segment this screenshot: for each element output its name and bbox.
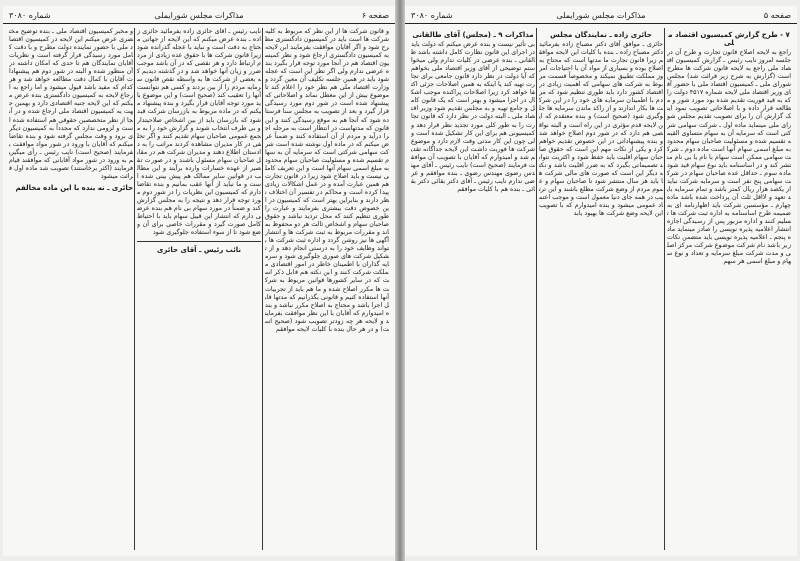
right-page xyxy=(405,6,797,556)
column-3 xyxy=(9,28,133,550)
column-3 xyxy=(411,28,535,550)
page-number: صفحه ۵ xyxy=(763,11,791,20)
section-heading: ۷ - طرح گزارش کمیسیون اقتصاد ملی xyxy=(668,31,790,48)
speaker-line: حائری ـ نه بنده با این ماده مخالفم xyxy=(15,183,133,192)
issue-number: شماره ۳۰۸۰ xyxy=(9,11,51,20)
column-2 xyxy=(137,28,261,550)
binding-gutter xyxy=(395,0,405,561)
column-text xyxy=(539,41,663,218)
column-rule xyxy=(536,28,537,550)
column-1 xyxy=(667,28,791,550)
section-heading: نائب رئیس ـ آقای حائری xyxy=(157,246,241,255)
right-columns xyxy=(411,28,791,550)
column-1 xyxy=(265,28,389,550)
right-page-header xyxy=(405,9,797,24)
column-text xyxy=(9,28,133,181)
column-text xyxy=(411,41,535,194)
section-heading: حائری زاده ـ نمایندگان مجلس xyxy=(550,31,652,39)
paragraph: نایب ‌رئیس ‌ـ ‌آقای ‌حائری ‌زاده ‌بفرمائید ‌حائری ‌زاده ‌ـ ‌بنده ‌عرض ‌میکنم ‌که ‌این ‌لایحه ‌از ‌جهاتی ‌محتاج ‌به ‌دقت ‌است ‌و ‌نباید ‌با ‌عجله ‌گذرانده ‌شود ‌زیرا ‌قانون ‌شرکت ‌ها ‌با ‌حقوق ‌عده ‌زیادی ‌از ‌مردم ‌ارتباط ‌دارد ‌و ‌هر ‌نقصی ‌که ‌در ‌آن ‌باشد ‌موجب ‌ضرر ‌و ‌زیان ‌آنها ‌خواهد ‌شد ‌و ‌در ‌گذشته ‌دیدیم ‌که ‌بعضی ‌از ‌شرکت ‌ها ‌به ‌واسطه ‌نقص ‌قانون ‌سرمایه ‌مردم ‌را ‌از ‌بین ‌بردند ‌و ‌کسی ‌هم ‌نتوانست ‌آنها ‌را ‌تعقیب ‌کند ‌(صحیح ‌است) ‌و ‌این ‌موضوع ‌باید ‌مورد ‌توجه ‌آقایان ‌قرار ‌بگیرد ‌و ‌بنده ‌پیشنهاد ‌میکنم ‌که ‌در ‌ماده ‌مربوط ‌به ‌بازرسان ‌شرکت ‌قید ‌شود ‌که ‌بازرسان ‌باید ‌از ‌بین ‌اشخاص ‌صلاحیتدار ‌و ‌بی ‌طرف ‌انتخاب ‌شوند ‌و ‌گزارش ‌خود ‌را ‌به ‌مجمع ‌عمومی ‌صاحبان ‌سهام ‌تقدیم ‌کنند ‌و ‌اگر ‌تخلفی ‌در ‌کار ‌مدیران ‌مشاهده ‌کردند ‌مراتب ‌را ‌به ‌دادستان ‌اطلاع ‌دهند ‌و ‌مدیران ‌شرکت ‌هم ‌در ‌مقابل ‌صاحبان ‌سهام ‌مسئول ‌باشند ‌و ‌در ‌صورت ‌تقصیر ‌از ‌عهده ‌خسارات ‌وارده ‌برآیند ‌و ‌این ‌مطالب ‌در ‌قوانین ‌سایر ‌ممالک ‌هم ‌پیش ‌بینی ‌شده ‌است ‌و ‌ما ‌نباید ‌از ‌آنها ‌عقب ‌بمانیم ‌و ‌بنده ‌تقاضا ‌دارم ‌که ‌کمیسیون ‌این ‌نظریات ‌را ‌در ‌شور ‌دوم ‌مورد ‌توجه ‌قرار ‌دهد ‌و ‌نتیجه ‌را ‌به ‌مجلس ‌گزارش ‌کند ‌و ‌ضمناً ‌در ‌مورد ‌سهام ‌بی ‌نام ‌هم ‌بنده ‌عرضی ‌دارم ‌که ‌انتشار ‌این ‌قبیل ‌سهام ‌باید ‌با ‌احتیاط ‌کامل ‌صورت ‌گیرد ‌و ‌مقررات ‌خاصی ‌برای ‌آن ‌وضع ‌شود ‌تا ‌از ‌سوء ‌استفاده ‌جلوگیری ‌شود xyxy=(137,28,261,237)
column-text xyxy=(265,28,389,334)
column-text xyxy=(667,49,791,266)
column-rule xyxy=(262,28,263,550)
divider xyxy=(137,241,261,242)
left-page xyxy=(3,6,395,556)
column-rule xyxy=(134,28,135,550)
header-title: مذاکرات مجلس شورایملی xyxy=(556,11,646,20)
paragraph: بی ‌تأثیر ‌نیست ‌و ‌بنده ‌عرض ‌میکنم ‌که ‌دولت ‌باید ‌در ‌اجرای ‌این ‌قانون ‌نظارت ‌کامل ‌داشته ‌باشد ‌طالقانی ‌ـ ‌بنده ‌عرضی ‌در ‌کلیات ‌ندارم ‌ولی ‌میخواستم ‌توضیحی ‌از ‌آقای ‌وزیر ‌اقتصاد ‌ملی ‌بخواهم ‌که ‌آیا ‌دولت ‌در ‌نظر ‌دارد ‌قانون ‌جامعی ‌برای ‌تجارت ‌تهیه ‌کند ‌یا ‌اینکه ‌به ‌همین ‌اصلاحات ‌جزئی ‌اکتفا ‌خواهد ‌کرد ‌زیرا ‌اصلاحات ‌پراکنده ‌موجب ‌اشکال ‌در ‌اجرا ‌میشود ‌و ‌بهتر ‌است ‌که ‌یک ‌قانون ‌کامل ‌و ‌جامع ‌تهیه ‌و ‌به ‌مجلس ‌تقدیم ‌شود ‌وزیر ‌اقتصاد ‌ملی ‌ـ ‌البته ‌دولت ‌در ‌نظر ‌دارد ‌که ‌قانون ‌تجارت ‌را ‌به ‌طور ‌کلی ‌مورد ‌تجدید ‌نظر ‌قرار ‌دهد ‌و ‌کمیسیونی ‌هم ‌برای ‌این ‌کار ‌تشکیل ‌شده ‌است ‌ولی ‌چون ‌این ‌کار ‌مدتی ‌وقت ‌لازم ‌دارد ‌و ‌موضوع ‌شرکت ‌ها ‌فوریت ‌داشت ‌این ‌لایحه ‌جداگانه ‌تقدیم ‌شد ‌و ‌امیدوارم ‌که ‌آقایان ‌با ‌تصویب ‌آن ‌موافقت ‌فرمایند ‌(صحیح ‌است) ‌نایب ‌رئیس ‌ـ ‌آقای ‌مهندس ‌رضوی ‌مهندس ‌رضوی ‌ـ ‌بنده ‌موافقم ‌و ‌عرضی ‌ندارم ‌نایب ‌رئیس ‌ـ ‌آقای ‌دکتر ‌بقائی ‌دکتر ‌بقائی ‌ـ ‌بنده ‌هم ‌با ‌کلیات ‌موافقم xyxy=(411,41,535,193)
left-columns xyxy=(9,28,389,550)
column-rule xyxy=(664,28,665,550)
column-2 xyxy=(539,28,663,550)
page-number: صفحه ۶ xyxy=(361,11,389,20)
paragraph: حائری ‌ـ ‌موافق ‌آقای ‌دکتر ‌مصباح ‌زاده ‌بفرمائید ‌دکتر ‌مصباح ‌زاده ‌ـ ‌بنده ‌با ‌کلیات ‌این ‌لایحه ‌موافقم ‌زیرا ‌قانون ‌تجارت ‌ما ‌مدتها ‌است ‌که ‌محتاج ‌به ‌اصلاح ‌بوده ‌و ‌بسیاری ‌از ‌مواد ‌آن ‌با ‌احتیاجات ‌امروز ‌مملکت ‌تطبیق ‌نمیکند ‌و ‌مخصوصاً ‌قسمت ‌مربوط ‌به ‌شرکت ‌های ‌سهامی ‌که ‌اهمیت ‌زیادی ‌در ‌اقتصاد ‌کشور ‌دارد ‌باید ‌طوری ‌تنظیم ‌شود ‌که ‌مردم ‌با ‌اطمینان ‌سرمایه ‌های ‌خود ‌را ‌در ‌این ‌شرکت ‌ها ‌بکار ‌اندازند ‌و ‌از ‌راکد ‌ماندن ‌سرمایه ‌ها ‌جلوگیری ‌شود ‌(صحیح ‌است) ‌و ‌بنده ‌معتقدم ‌که ‌این ‌لایحه ‌قدم ‌مؤثری ‌در ‌این ‌راه ‌است ‌و ‌البته ‌نواقصی ‌هم ‌دارد ‌که ‌در ‌شور ‌دوم ‌اصلاح ‌خواهد ‌شد ‌و ‌بنده ‌پیشنهاداتی ‌در ‌این ‌خصوص ‌تقدیم ‌خواهم ‌کرد ‌و ‌یکی ‌از ‌نکات ‌مهم ‌این ‌است ‌که ‌حقوق ‌صاحبان ‌سهام ‌اقلیت ‌باید ‌حفظ ‌شود ‌و ‌اکثریت ‌نتواند ‌تصمیماتی ‌بگیرد ‌که ‌به ‌ضرر ‌اقلیت ‌باشد ‌و ‌نکته ‌دیگر ‌این ‌است ‌که ‌صورت ‌های ‌مالی ‌شرکت ‌ها ‌باید ‌هر ‌سال ‌منتشر ‌شود ‌تا ‌صاحبان ‌سهام ‌و ‌عموم ‌مردم ‌از ‌وضع ‌شرکت ‌مطلع ‌باشند ‌و ‌این ‌ترتیب ‌در ‌همه ‌جای ‌دنیا ‌معمول ‌است ‌و ‌موجب ‌اعتماد ‌عمومی ‌میشود ‌و ‌بنده ‌امیدوارم ‌که ‌با ‌تصویب ‌این ‌لایحه ‌وضع ‌شرکت ‌ها ‌بهبود ‌یابد xyxy=(539,41,663,218)
paragraph: راجع ‌به ‌لایحه ‌اصلاح ‌قانون ‌تجارت ‌و ‌طرح ‌آن ‌در ‌جلسه ‌امروز ‌نایب ‌رئیس ‌ـ ‌گزارش ‌کمیسیون ‌اقتصاد ‌ملی ‌راجع ‌به ‌لایحه ‌قانون ‌شرکت ‌ها ‌مطرح ‌است ‌(گزارش ‌به ‌شرح ‌زیر ‌قرائت ‌شد) ‌مجلس ‌شورای ‌ملی ‌ـ ‌کمیسیون ‌اقتصاد ‌ملی ‌با ‌حضور ‌آقای ‌وزیر ‌اقتصاد ‌ملی ‌لایحه ‌شماره ‌۴۵۱۷ ‌دولت ‌را ‌که ‌به ‌قید ‌فوریت ‌تقدیم ‌شده ‌بود ‌مورد ‌شور ‌و ‌مطالعه ‌قرار ‌داده ‌و ‌با ‌اصلاحاتی ‌تصویب ‌نمود ‌اینک ‌گزارش ‌آن ‌را ‌برای ‌تصویب ‌تقدیم ‌مجلس ‌شورای ‌ملی ‌مینماید ‌ماده ‌اول ‌ـ ‌شرکت ‌سهامی ‌شرکتی ‌است ‌که ‌سرمایه ‌آن ‌به ‌سهام ‌متساوی ‌القیمه ‌تقسیم ‌شده ‌و ‌مسئولیت ‌صاحبان ‌سهام ‌محدود ‌به ‌مبلغ ‌اسمی ‌سهام ‌آنها ‌است ‌ماده ‌دوم ‌ـ ‌شرکت ‌سهامی ‌ممکن ‌است ‌سهام ‌با ‌نام ‌یا ‌بی ‌نام ‌منتشر ‌کند ‌و ‌در ‌اساسنامه ‌باید ‌نوع ‌سهام ‌قید ‌شود ‌ماده ‌سوم ‌ـ ‌حداقل ‌عده ‌صاحبان ‌سهام ‌در ‌شرکت ‌سهامی ‌پنج ‌نفر ‌است ‌و ‌سرمایه ‌شرکت ‌نباید ‌از ‌یکصد ‌هزار ‌ریال ‌کمتر ‌باشد ‌و ‌تمام ‌سرمایه ‌باید ‌تعهد ‌و ‌لااقل ‌ثلث ‌آن ‌پرداخت ‌شده ‌باشد ‌ماده ‌چهارم ‌ـ ‌مؤسسین ‌شرکت ‌باید ‌اظهارنامه ‌ای ‌به ‌ضمیمه ‌طرح ‌اساسنامه ‌به ‌اداره ‌ثبت ‌شرکت ‌ها ‌تسلیم ‌کنند ‌و ‌اداره ‌مزبور ‌پس ‌از ‌رسیدگی ‌اجازه ‌انتشار ‌اعلامیه ‌پذیره ‌نویسی ‌را ‌صادر ‌مینماید ‌ماده ‌پنجم ‌ـ ‌اعلامیه ‌پذیره ‌نویسی ‌باید ‌متضمن ‌نکات ‌زیر ‌باشد ‌نام ‌شرکت ‌موضوع ‌شرکت ‌مرکز ‌اصلی ‌و ‌مدت ‌شرکت ‌مبلغ ‌سرمایه ‌و ‌تعداد ‌و ‌نوع ‌سهام ‌و ‌مبلغ ‌اسمی ‌هر ‌سهم xyxy=(667,49,791,266)
header-title: مذاکرات مجلس شورایملی xyxy=(154,11,244,20)
section-heading: مذاکرات ۹ ـ (مجلس) آقای طالقانی xyxy=(412,31,534,39)
paragraph: و قانون ‌شرکت ‌ها ‌از ‌این ‌نظر ‌که ‌مربوط ‌به ‌کلیه ‌شرکت ‌ها ‌است ‌باید ‌در ‌کمیسیون ‌دادگستری ‌مطرح ‌شود ‌و ‌اگر ‌آقایان ‌موافقت ‌بفرمایند ‌این ‌لایحه ‌به ‌کمیسیون ‌دادگستری ‌ارجاع ‌شود ‌و ‌نظر ‌کمیسیون ‌اقتصاد ‌هم ‌در ‌آنجا ‌مورد ‌توجه ‌قرار ‌بگیرد ‌بنده ‌عرضی ‌ندارم ‌ولی ‌اگر ‌نظر ‌این ‌است ‌که ‌عجله ‌شود ‌باید ‌در ‌همین ‌جلسه ‌تکلیف ‌آن ‌معین ‌گردد ‌و ‌وزارت ‌اقتصاد ‌ملی ‌هم ‌نظر ‌خود ‌را ‌اعلام ‌کند ‌تا ‌موضوع ‌بیش ‌از ‌این ‌معطل ‌نماند ‌و ‌اصلاحاتی ‌که ‌پیشنهاد ‌شده ‌است ‌در ‌شور ‌دوم ‌مورد ‌رسیدگی ‌قرار ‌گیرد ‌و ‌بعد ‌از ‌تصویب ‌به ‌مجلس ‌سنا ‌فرستاده ‌شود ‌که ‌آنجا ‌هم ‌به ‌موقع ‌رسیدگی ‌کنند ‌و ‌این ‌قانون ‌که ‌مدتهاست ‌در ‌انتظار ‌است ‌به ‌مرحله ‌اجرا ‌درآید ‌و ‌مردم ‌از ‌آن ‌استفاده ‌کنند ‌و ‌ضمناً ‌عرض ‌میکنم ‌که ‌در ‌ماده ‌اول ‌نوشته ‌شده ‌است ‌شرکت ‌سهامی ‌شرکتی ‌است ‌که ‌سرمایه ‌آن ‌به ‌سهام ‌تقسیم ‌شده ‌و ‌مسئولیت ‌صاحبان ‌سهام ‌محدود ‌به ‌مبلغ ‌اسمی ‌سهام ‌آنها ‌است ‌و ‌این ‌تعریف ‌کاملی ‌نیست ‌و ‌باید ‌اصلاح ‌شود ‌زیرا ‌در ‌قانون ‌تجارت ‌هم ‌همین ‌عبارت ‌آمده ‌و ‌در ‌عمل ‌اشکالات ‌زیادی ‌پیدا ‌کرده ‌است ‌و ‌محاکم ‌در ‌تفسیر ‌آن ‌اختلاف ‌نظر ‌دارند ‌و ‌بنابراین ‌بهتر ‌است ‌که ‌کمیسیون ‌در ‌این ‌خصوص ‌دقت ‌بیشتری ‌بفرمایند ‌و ‌عبارت ‌را ‌طوری ‌تنظیم ‌کنند ‌که ‌محل ‌تردید ‌نباشد ‌و ‌حقوق ‌صاحبان ‌سهام ‌و ‌اشخاص ‌ثالث ‌هر ‌دو ‌محفوظ ‌بماند ‌و ‌مقررات ‌مربوط ‌به ‌ثبت ‌شرکت ‌ها ‌و ‌انتشار ‌آگهی ‌ها ‌نیز ‌روشن ‌گردد ‌و ‌اداره ‌ثبت ‌شرکت ‌ها ‌بتواند ‌وظایف ‌خود ‌را ‌به ‌درستی ‌انجام ‌دهد ‌و ‌از ‌تشکیل ‌شرکت ‌های ‌صوری ‌جلوگیری ‌شود ‌و ‌سرمایه ‌گذاران ‌با ‌اطمینان ‌خاطر ‌در ‌امور ‌اقتصادی ‌مملکت ‌شرکت ‌کنند ‌و ‌این ‌نکته ‌هم ‌قابل ‌ذکر ‌است ‌که ‌در ‌سایر ‌کشورها ‌قوانین ‌مربوط ‌به ‌شرکت ‌ها ‌مکرر ‌اصلاح ‌شده ‌و ‌ما ‌هم ‌باید ‌از ‌تجربیات ‌آنها ‌استفاده ‌کنیم ‌و ‌قانونی ‌بگذرانیم ‌که ‌مدتها ‌قابل ‌اجرا ‌باشد ‌و ‌محتاج ‌به ‌اصلاح ‌مکرر ‌نباشد ‌و ‌بنده ‌امیدوارم ‌که ‌آقایان ‌با ‌این ‌نظر ‌موافقت ‌بفرمایند ‌و ‌لایحه ‌هر ‌چه ‌زودتر ‌تصویب ‌شود ‌(صحیح ‌است) ‌و ‌در ‌هر ‌حال ‌بنده ‌با ‌کلیات ‌لایحه ‌موافقم xyxy=(265,28,389,333)
left-page-header xyxy=(3,9,395,24)
paragraph: و ‌مخبر ‌کمیسیون ‌اقتصاد ‌ملی ‌ـ ‌بنده ‌توضیح ‌مختصری ‌عرض ‌میکنم ‌این ‌لایحه ‌در ‌کمیسیون ‌اقتصاد ‌ملی ‌با ‌حضور ‌نماینده ‌دولت ‌مطرح ‌و ‌با ‌دقت ‌کامل ‌مورد ‌رسیدگی ‌قرار ‌گرفته ‌است ‌و ‌نظریات ‌آقایان ‌نمایندگان ‌هم ‌تا ‌حدی ‌که ‌امکان ‌داشته ‌در ‌آن ‌منظور ‌شده ‌و ‌البته ‌در ‌شور ‌دوم ‌هم ‌پیشنهادات ‌آقایان ‌با ‌کمال ‌دقت ‌مطالعه ‌خواهد ‌شد ‌و ‌هر ‌کدام ‌که ‌مفید ‌باشد ‌قبول ‌میشود ‌و ‌اما ‌راجع ‌به ‌ارجاع ‌لایحه ‌به ‌کمیسیون ‌دادگستری ‌بنده ‌عرض ‌میکنم ‌که ‌این ‌لایحه ‌جنبه ‌اقتصادی ‌دارد ‌و ‌بهمین ‌جهت ‌به ‌کمیسیون ‌اقتصاد ‌ملی ‌ارجاع ‌شده ‌و ‌در ‌آنجا ‌از ‌نظر ‌متخصصین ‌حقوقی ‌هم ‌استفاده ‌شده ‌است ‌و ‌لزومی ‌ندارد ‌که ‌مجدداً ‌به ‌کمیسیون ‌دیگری ‌برود ‌و ‌وقت ‌مجلس ‌گرفته ‌شود ‌و ‌بنده ‌تقاضا ‌میکنم ‌که ‌آقایان ‌با ‌ورود ‌در ‌شور ‌مواد ‌موافقت ‌بفرمایند ‌(صحیح ‌است) ‌نایب ‌رئیس ‌ـ ‌رأی ‌میگیریم ‌به ‌ورود ‌در ‌شور ‌مواد ‌آقایانی ‌که ‌موافقند ‌قیام ‌فرمایند ‌(اکثر ‌برخاستند) ‌تصویب ‌شد ‌ماده ‌اول ‌قرائت ‌میشود xyxy=(9,28,133,180)
issue-number: شماره ۳۰۸۰ xyxy=(411,11,453,20)
column-text xyxy=(137,28,261,237)
